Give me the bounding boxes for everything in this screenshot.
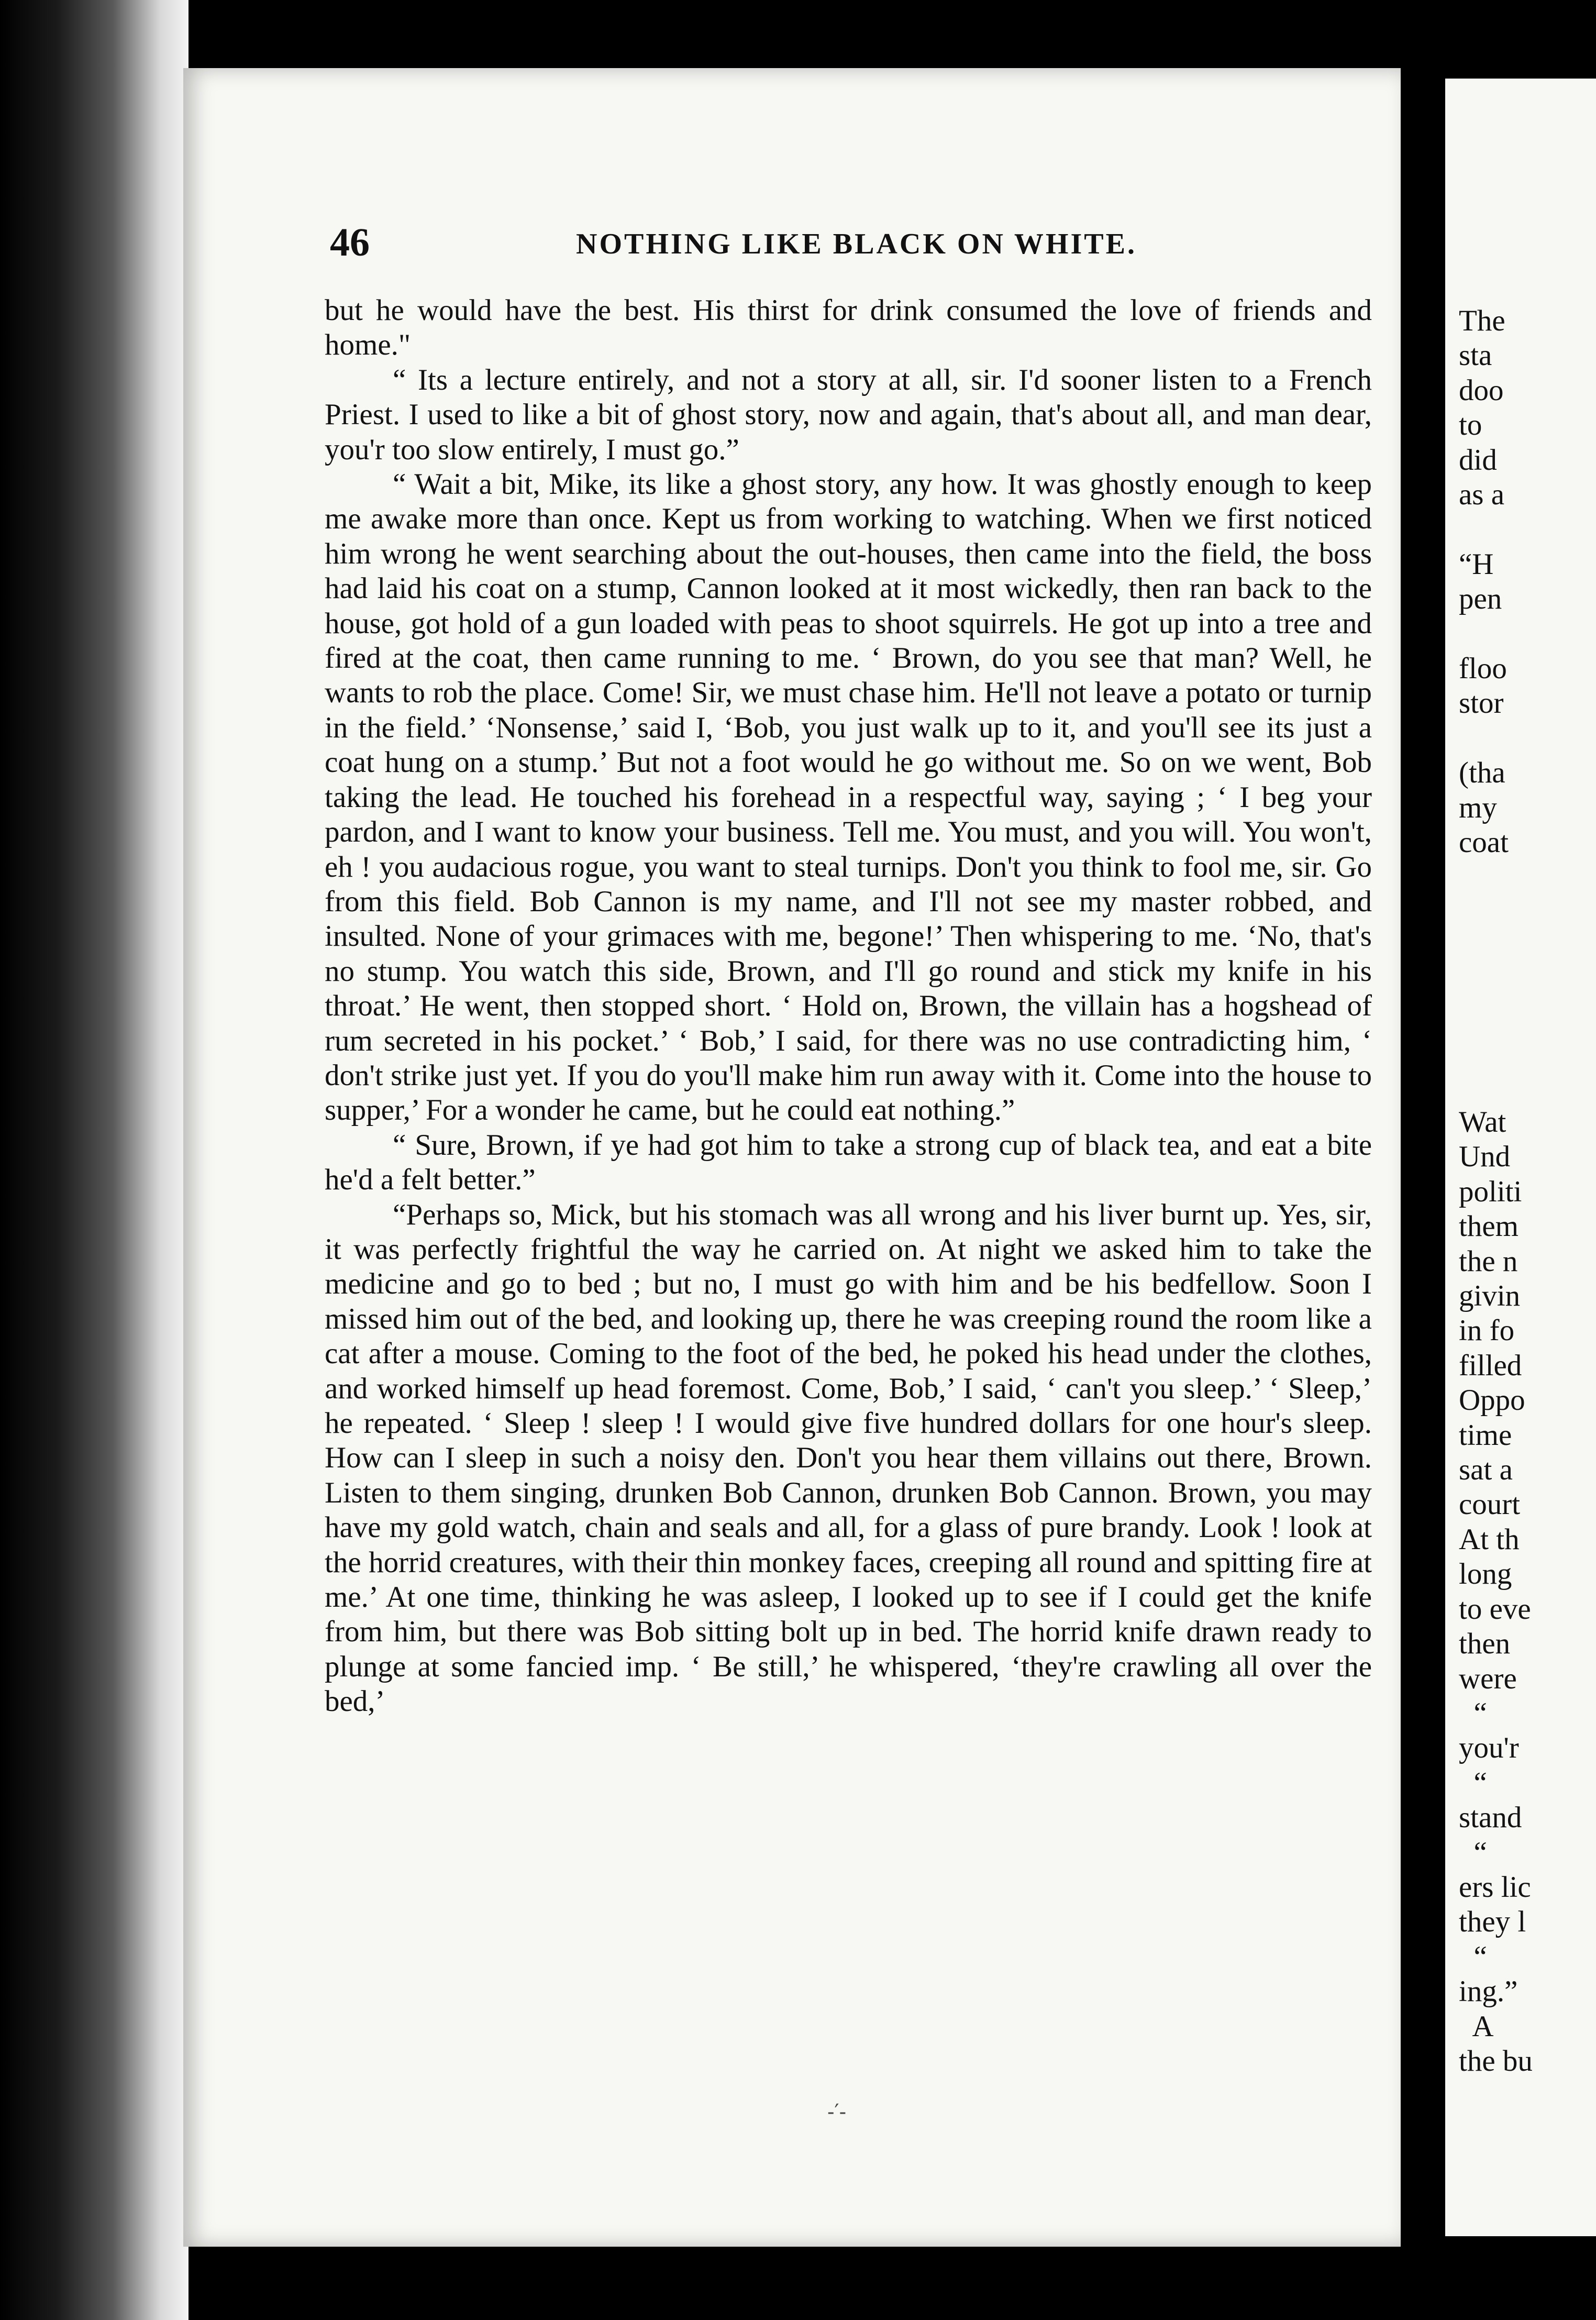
paragraph: “ Wait a bit, Mike, its like a ghost story, any how. It was ghostly enough to keep me awake more than once. Kept us from working to watching. When we first noticed him wrong he went searching about the out-houses, then came into the field, the boss had laid his coat on a stump, Cannon looked at it most wickedly, then ran back to the house, got hold of a gun loaded with peas to shoot squirrels. He got up into a tree and fired at the coat, then came running to me. ‘ Brown, do you see that man? Well, he wants to rob the place. Come! Sir, we must chase him. He'll not leave a potato or turnip in the field.’ ‘Nonsense,’ said I, ‘Bob, you just walk up to it, and you'll see its just a coat hung on a stump.’ But not a foot would he go without me. So on we went, Bob taking the lead. He touched his forehead in a respectful way, saying ; ‘ I beg your pardon, and I want to know your business. Tell me. You must, and you will. You won't, eh ! you audacious rogue, you want to steal turnips. Don't you think to fool me, sir. Go from this field. Bob Cannon is my name, and I'll not see my master robbed, and insulted. None of your grimaces with me, begone!’ Then whispering to me. ‘No, that's no stump. You watch this side, Brown, and I'll go round and stick my knife in his throat.’ He went, then stopped short. ‘ Hold on, Brown, the villain has a hogshead of rum secreted in his pocket.’ ‘ Bob,’ I said, for there was no use contradicting him, ‘ don't strike just yet. If you do you'll make him run away with it. Come into the house to supper,’ For a wonder he came, but he could eat nothing.”: [325, 468, 1372, 1127]
body-text: [325, 293, 1372, 1719]
paragraph: “ Its a lecture entirely, and not a story at all, sir. I'd sooner listen to a French Priest. I used to like a bit of ghost story, now and again, that's about all, and man dear, you'r too slow entirely, I must go.”: [325, 363, 1372, 466]
book-binding-edge: [0, 0, 189, 2320]
paragraph: “ Sure, Brown, if ye had got him to take a strong cup of black tea, and eat a bite he'd a felt better.”: [325, 1128, 1372, 1197]
page-number: 46: [330, 220, 370, 264]
paragraph: but he would have the best. His thirst for drink consumed the love of friends and home.": [325, 294, 1372, 362]
facing-page-bottom-text: Wat Und politi them the n givin in fo filled Oppo time sat a court At th long to eve then were “ you'r “ stand “ ers lic they l “ ing.” A the bu: [1459, 1106, 1533, 2078]
facing-page-fragment: [1445, 79, 1596, 2236]
page-header: [330, 220, 1356, 278]
book-page: [183, 68, 1401, 2247]
running-head: NOTHING LIKE BLACK ON WHITE.: [576, 228, 1137, 260]
paragraph: “Perhaps so, Mick, but his stomach was all wrong and his liver burnt up. Yes, sir, it was perfectly frightful the way he carried on. At night we asked him to take the medicine and go to bed ; but no, I must go with him and be his bedfellow. Soon I missed him out of the bed, and looking up, there he was creeping round the room like a cat after a mouse. Coming to the foot of the bed, he poked his head under the clothes, and worked himself up head foremost. Come, Bob,’ I said, ‘ can't you sleep.’ ‘ Sleep,’ he repeated. ‘ Sleep ! sleep ! I would give five hundred dollars for one hour's sleep. How can I sleep in such a noisy den. Don't you hear them villains out there, Brown. Listen to them singing, drunken Bob Cannon, drunken Bob Cannon. Brown, you may have my gold watch, chain and seals and all, for a glass of pure brandy. Look ! look at the horrid creatures, with their thin monkey faces, creeping all round and spitting fire at me.’ At one time, thinking he was asleep, I looked up to see if I could get the knife from him, but there was Bob sitting bolt up in bed. The horrid knife drawn ready to plunge at some fancied imp. ‘ Be still,’ he whispered, ‘they're crawling all over the bed,’: [325, 1198, 1372, 1718]
footer-mark: -′-: [827, 2100, 847, 2124]
facing-page-top-text: The sta doo to did as a “H pen floo stor (tha my coat: [1459, 304, 1509, 859]
